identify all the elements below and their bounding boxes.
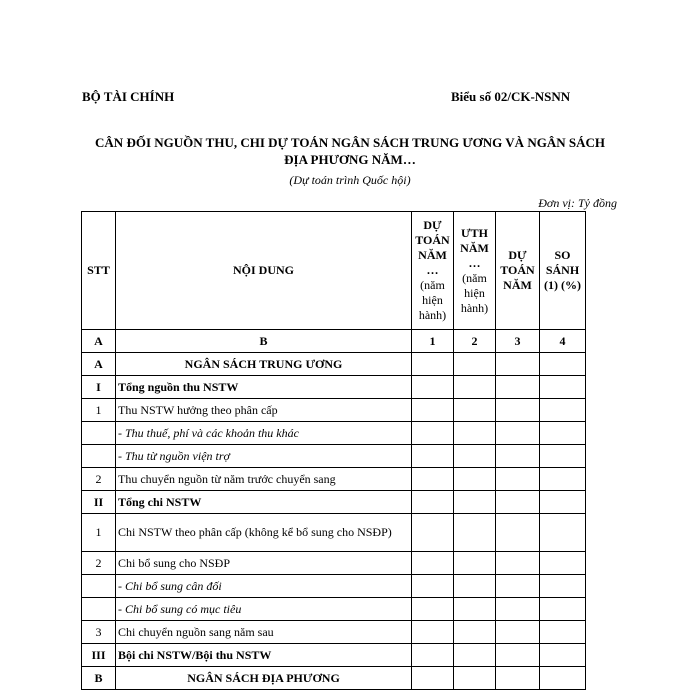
table-row xyxy=(82,376,586,399)
row-value-col4 xyxy=(540,514,586,552)
row-value-col1 xyxy=(412,399,454,422)
table-row xyxy=(82,399,586,422)
row-value-col3 xyxy=(496,598,540,621)
form-number: Biểu số 02/CK-NSNN xyxy=(451,89,571,104)
header-col1 xyxy=(412,212,454,330)
row-stt: A xyxy=(82,353,116,376)
row-stt: III xyxy=(82,644,116,667)
unit-label: Đơn vị: Tỷ đồng xyxy=(538,196,617,210)
row-value-col4 xyxy=(540,353,586,376)
row-value-col1 xyxy=(412,514,454,552)
row-stt xyxy=(82,575,116,598)
document-subtitle: (Dự toán trình Quốc hội) xyxy=(289,173,411,187)
row-value-col2 xyxy=(454,422,496,445)
row-value-col3 xyxy=(496,445,540,468)
table-row xyxy=(82,445,586,468)
table-header-row xyxy=(82,212,586,330)
row-value-col4 xyxy=(540,667,586,690)
row-value-col1 xyxy=(412,667,454,690)
row-content: NGÂN SÁCH ĐỊA PHƯƠNG xyxy=(116,667,412,690)
header-col2 xyxy=(454,212,496,330)
row-stt: II xyxy=(82,491,116,514)
row-value-col3 xyxy=(496,667,540,690)
row-value-col2 xyxy=(454,445,496,468)
header-stt: STT xyxy=(82,212,116,330)
row-value-col1 xyxy=(412,445,454,468)
row-stt: 2 xyxy=(82,552,116,575)
row-value-col3 xyxy=(496,575,540,598)
ministry-name: BỘ TÀI CHÍNH xyxy=(82,89,175,104)
row-value-col3 xyxy=(496,422,540,445)
row-content: Tổng chi NSTW xyxy=(116,491,412,514)
row-value-col4 xyxy=(540,399,586,422)
row-stt: 2 xyxy=(82,468,116,491)
table-row xyxy=(82,552,586,575)
row-value-col1 xyxy=(412,552,454,575)
row-content: Bội chi NSTW/Bội thu NSTW xyxy=(116,644,412,667)
table-row xyxy=(82,667,586,690)
row-stt: 1 xyxy=(82,514,116,552)
row-value-col4 xyxy=(540,644,586,667)
row-value-col2 xyxy=(454,468,496,491)
index-cell: B xyxy=(116,330,412,353)
row-content: Chi chuyển nguồn sang năm sau xyxy=(116,621,412,644)
row-value-col4 xyxy=(540,552,586,575)
row-stt xyxy=(82,445,116,468)
row-value-col1 xyxy=(412,598,454,621)
row-value-col1 xyxy=(412,376,454,399)
row-value-col3 xyxy=(496,399,540,422)
row-content: - Thu từ nguồn viện trợ xyxy=(116,445,412,468)
table-row xyxy=(82,514,586,552)
row-value-col2 xyxy=(454,491,496,514)
index-row xyxy=(82,330,586,353)
row-value-col2 xyxy=(454,598,496,621)
row-content: Tổng nguồn thu NSTW xyxy=(116,376,412,399)
row-stt: 1 xyxy=(82,399,116,422)
row-content: NGÂN SÁCH TRUNG ƯƠNG xyxy=(116,353,412,376)
header-col2-note: (năm hiện hành) xyxy=(460,270,489,315)
row-value-col2 xyxy=(454,514,496,552)
row-content: - Thu thuế, phí và các khoản thu khác xyxy=(116,422,412,445)
table-row xyxy=(82,468,586,491)
row-stt: I xyxy=(82,376,116,399)
index-cell: 1 xyxy=(412,330,454,353)
index-cell: 3 xyxy=(496,330,540,353)
row-value-col2 xyxy=(454,552,496,575)
row-value-col4 xyxy=(540,621,586,644)
index-cell: 2 xyxy=(454,330,496,353)
row-value-col2 xyxy=(454,644,496,667)
table-row xyxy=(82,598,586,621)
row-content: Chi bổ sung cho NSĐP xyxy=(116,552,412,575)
row-content: Thu NSTW hưởng theo phân cấp xyxy=(116,399,412,422)
table-row xyxy=(82,621,586,644)
row-value-col2 xyxy=(454,376,496,399)
row-value-col2 xyxy=(454,575,496,598)
row-value-col1 xyxy=(412,422,454,445)
row-value-col3 xyxy=(496,376,540,399)
index-cell: A xyxy=(82,330,116,353)
row-content: - Chi bổ sung cân đối xyxy=(116,575,412,598)
header-col1-title: DỰ TOÁN NĂM … xyxy=(415,218,450,277)
table-row xyxy=(82,353,586,376)
row-value-col3 xyxy=(496,468,540,491)
row-value-col2 xyxy=(454,353,496,376)
table-row xyxy=(82,491,586,514)
table-row xyxy=(82,422,586,445)
row-value-col3 xyxy=(496,514,540,552)
header-content: NỘI DUNG xyxy=(116,212,412,330)
row-stt: 3 xyxy=(82,621,116,644)
row-content: Thu chuyển nguồn từ năm trước chuyển sang xyxy=(116,468,412,491)
row-value-col4 xyxy=(540,376,586,399)
header-col2-title: ƯTH NĂM … xyxy=(460,225,489,270)
row-content: Chi NSTW theo phân cấp (không kể bổ sung cho NSĐP) xyxy=(116,514,412,552)
row-value-col1 xyxy=(412,575,454,598)
row-value-col4 xyxy=(540,445,586,468)
row-value-col4 xyxy=(540,491,586,514)
row-stt xyxy=(82,422,116,445)
row-content: - Chi bổ sung có mục tiêu xyxy=(116,598,412,621)
row-stt xyxy=(82,598,116,621)
header-col1-note: (năm hiện hành) xyxy=(418,278,447,322)
row-value-col2 xyxy=(454,667,496,690)
row-value-col4 xyxy=(540,598,586,621)
document-title: CÂN ĐỐI NGUỒN THU, CHI DỰ TOÁN NGÂN SÁCH TRUNG ƯƠNG VÀ NGÂN SÁCH ĐỊA PHƯƠNG NĂM… xyxy=(95,135,605,167)
row-value-col4 xyxy=(540,422,586,445)
budget-table xyxy=(81,211,586,690)
table-row xyxy=(82,575,586,598)
row-value-col4 xyxy=(540,468,586,491)
row-value-col1 xyxy=(412,621,454,644)
row-value-col4 xyxy=(540,575,586,598)
row-value-col3 xyxy=(496,621,540,644)
header-col4: SO SÁNH (1) (%) xyxy=(540,212,586,330)
row-value-col3 xyxy=(496,491,540,514)
table-row xyxy=(82,644,586,667)
row-value-col1 xyxy=(412,468,454,491)
row-value-col2 xyxy=(454,621,496,644)
index-cell: 4 xyxy=(540,330,586,353)
row-value-col3 xyxy=(496,353,540,376)
row-value-col2 xyxy=(454,399,496,422)
header-col3: DỰ TOÁN NĂM xyxy=(496,212,540,330)
row-stt: B xyxy=(82,667,116,690)
row-value-col1 xyxy=(412,644,454,667)
row-value-col3 xyxy=(496,644,540,667)
row-value-col1 xyxy=(412,353,454,376)
row-value-col3 xyxy=(496,552,540,575)
row-value-col1 xyxy=(412,491,454,514)
